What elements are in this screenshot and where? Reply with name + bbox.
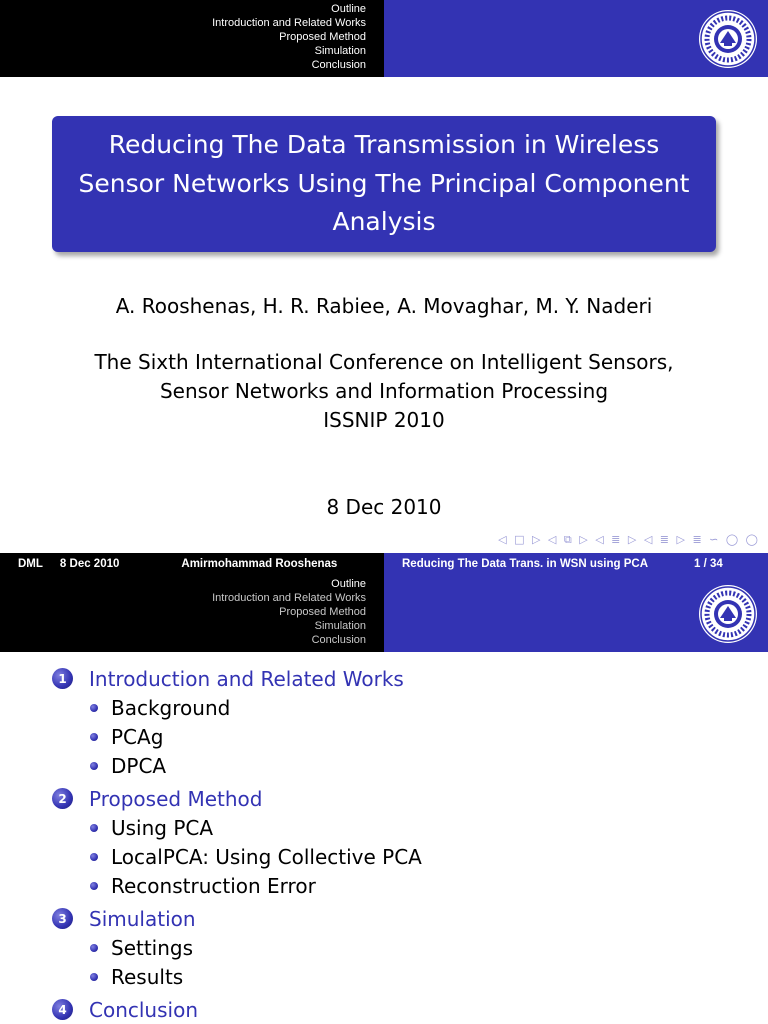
footer-institute: DML	[18, 558, 43, 570]
footer-date: 8 Dec 2010	[59, 558, 120, 570]
conference-line-2: Sensor Networks and Information Processing	[159, 379, 609, 403]
section-number-badge: 3	[52, 908, 73, 929]
university-logo-icon	[698, 584, 758, 644]
conference-line-3: ISSNIP 2010	[323, 408, 445, 432]
subsection-title[interactable]: PCAg	[111, 724, 164, 749]
table-of-contents	[52, 664, 422, 1024]
nav-proposed-method-link[interactable]: Proposed Method	[279, 31, 366, 43]
section-number-badge: 1	[52, 668, 73, 689]
section-title[interactable]: Introduction and Related Works	[89, 666, 404, 691]
subsection-title[interactable]: Using PCA	[111, 815, 214, 840]
bullet-icon	[90, 853, 98, 861]
nav-outline-link[interactable]: Outline	[331, 3, 366, 15]
nav-proposed-method-link[interactable]: Proposed Method	[279, 606, 366, 618]
bullet-icon	[90, 762, 98, 770]
subsection-title[interactable]: DPCA	[111, 753, 167, 778]
subsection-title[interactable]: Settings	[111, 935, 194, 960]
section-title[interactable]: Proposed Method	[89, 786, 263, 811]
subsection-title[interactable]: Background	[111, 695, 231, 720]
toc-subsection[interactable]	[52, 751, 422, 780]
nav-conclusion-link[interactable]: Conclusion	[311, 59, 366, 71]
section-nav	[0, 0, 384, 77]
presentation-date: 8 Dec 2010	[326, 495, 442, 519]
bullet-icon	[90, 704, 98, 712]
toc-section-3[interactable]	[52, 904, 422, 933]
conference-line-1: The Sixth International Conference on Intelligent Sensors,	[94, 350, 674, 374]
section-nav-2	[0, 575, 384, 652]
header-logo-area	[384, 0, 768, 77]
slide2-header	[0, 575, 768, 652]
presentation-title-box	[52, 116, 716, 252]
toc-subsection[interactable]	[52, 813, 422, 842]
subsection-title[interactable]: Results	[111, 964, 184, 989]
footer-author: Amirmohammad Rooshenas	[181, 558, 338, 570]
authors: A. Rooshenas, H. R. Rabiee, A. Movaghar, M. Y. Naderi	[115, 294, 653, 318]
nav-introduction-link[interactable]: Introduction and Related Works	[212, 17, 366, 29]
toc-section-2[interactable]	[52, 784, 422, 813]
bullet-icon	[90, 973, 98, 981]
subsection-title[interactable]: Reconstruction Error	[111, 873, 316, 898]
toc-subsection[interactable]	[52, 722, 422, 751]
nav-outline-link[interactable]: Outline	[331, 578, 366, 590]
presentation-title: Reducing The Data Transmission in Wireless Sensor Networks Using The Principal Component Analysis	[78, 130, 690, 237]
section-title[interactable]: Simulation	[89, 906, 196, 931]
header-logo-area-2	[384, 575, 768, 652]
toc-section-4[interactable]	[52, 995, 422, 1024]
section-number-badge: 4	[52, 999, 73, 1020]
toc-section-1[interactable]	[52, 664, 422, 693]
section-number-badge: 2	[52, 788, 73, 809]
slide-footer	[0, 553, 768, 575]
nav-simulation-link[interactable]: Simulation	[314, 620, 366, 632]
subsection-title[interactable]: LocalPCA: Using Collective PCA	[111, 844, 422, 869]
section-title[interactable]: Conclusion	[89, 997, 198, 1022]
toc-subsection[interactable]	[52, 933, 422, 962]
beamer-navigation-symbols[interactable]: ◁ □ ▷ ◁ ⧉ ▷ ◁ ≣ ▷ ◁ ≣ ▷ ≣ ∽ ◯ ◯	[498, 533, 760, 546]
bullet-icon	[90, 733, 98, 741]
bullet-icon	[90, 824, 98, 832]
university-logo-icon	[698, 9, 758, 69]
footer-short-title: Reducing The Data Trans. in WSN using PCA	[402, 558, 648, 570]
footer-page-number: 1 / 34	[694, 558, 723, 570]
bullet-icon	[90, 944, 98, 952]
toc-subsection[interactable]	[52, 693, 422, 722]
toc-subsection[interactable]	[52, 842, 422, 871]
nav-simulation-link[interactable]: Simulation	[314, 45, 366, 57]
nav-introduction-link[interactable]: Introduction and Related Works	[212, 592, 366, 604]
nav-conclusion-link[interactable]: Conclusion	[311, 634, 366, 646]
toc-subsection[interactable]	[52, 962, 422, 991]
bullet-icon	[90, 882, 98, 890]
toc-subsection[interactable]	[52, 871, 422, 900]
slide1-header	[0, 0, 768, 77]
